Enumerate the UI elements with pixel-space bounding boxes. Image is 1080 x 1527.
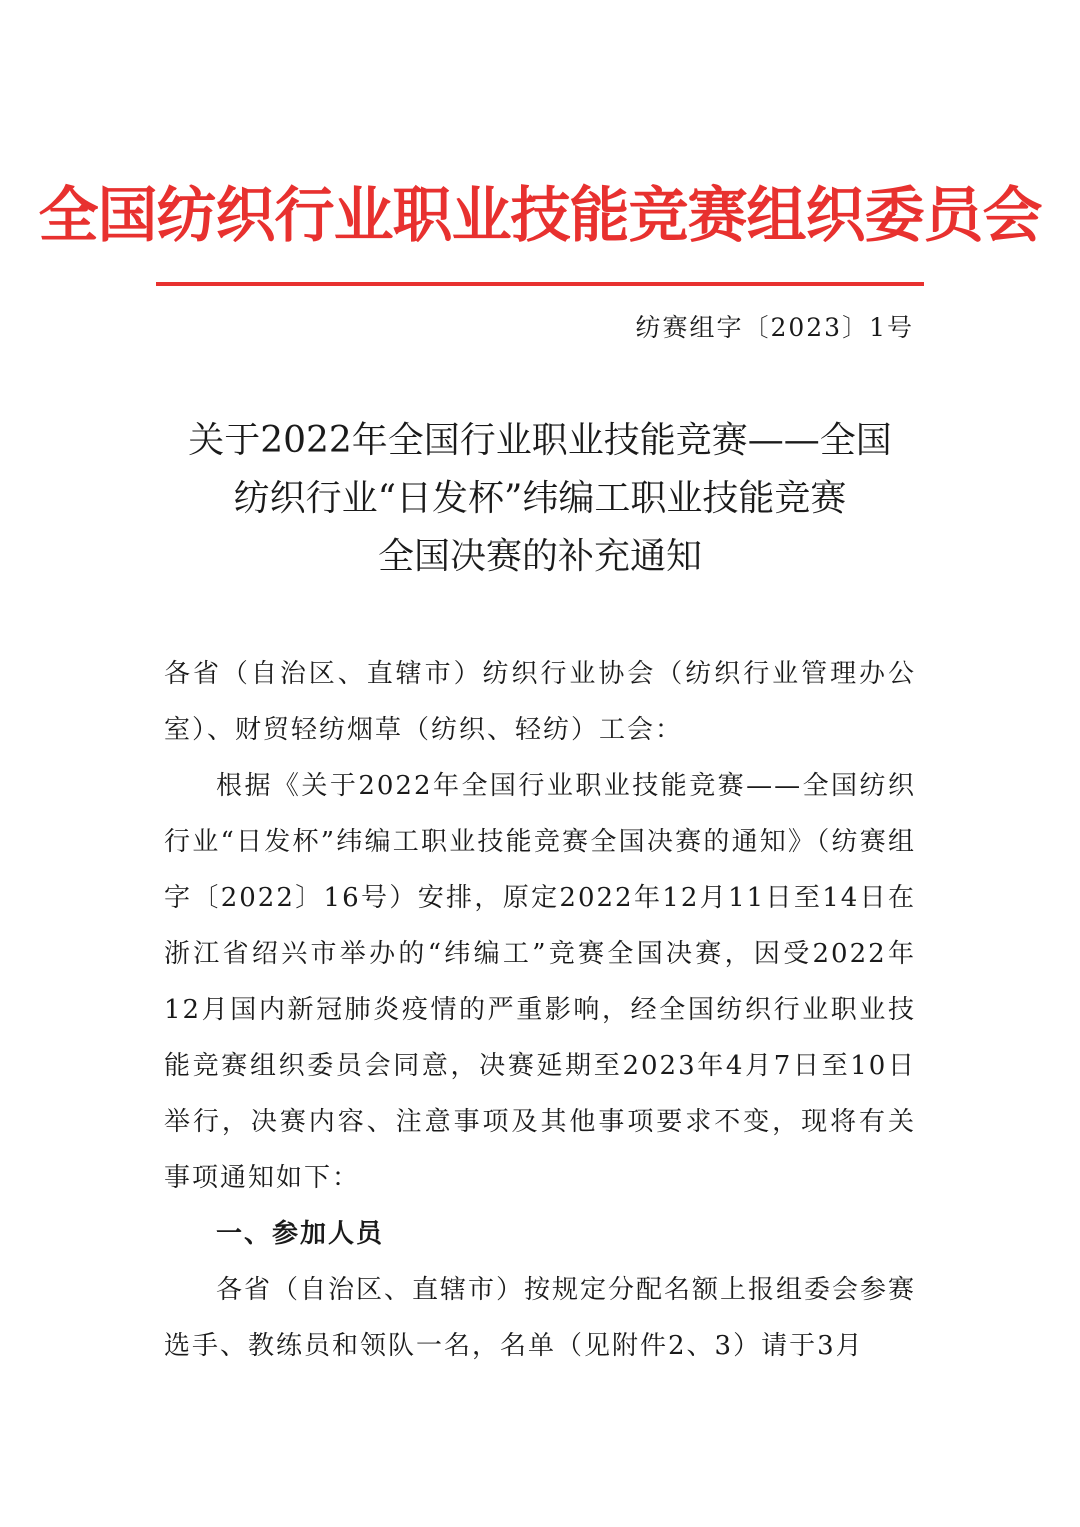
section-heading: 一、参加人员	[216, 1219, 385, 1249]
document-title-line: 全国决赛的补充通知	[377, 536, 702, 577]
document-title	[150, 412, 930, 586]
document-number: 纺赛组字〔2023〕1号	[635, 313, 914, 342]
body-paragraph: 各省（自治区、直辖市）按规定分配名额上报组委会参赛选手、教练员和领队一名，名单（见附件2、3）请于3月	[164, 1275, 917, 1361]
document-body	[164, 646, 916, 1374]
document-title-line: 纺织行业“日发杯”纬编工职业技能竞赛	[233, 478, 847, 519]
header-red-rule	[156, 282, 924, 286]
salutation: 各省（自治区、直辖市）纺织行业协会（纺织行业管理办公室）、财贸轻纺烟草（纺织、轻纺）工会：	[164, 659, 916, 745]
issuing-organization-header: 全国纺织行业职业技能竞赛组织委员会	[38, 181, 1042, 251]
document-title-line: 关于2022年全国行业职业技能竞赛——全国	[188, 420, 892, 461]
body-paragraph: 根据《关于2022年全国行业职业技能竞赛——全国纺织行业“日发杯”纬编工职业技能竞赛全国决赛的通知》（纺赛组字〔2022〕16号）安排，原定2022年12月11日至14日在浙江省绍兴市举办的“纬编工”竞赛全国决赛，因受2022年12月国内新冠肺炎疫情的严重影响，经全国纺织行业职业技能竞赛组织委员会同意，决赛延期至2023年4月7日至10日举行，决赛内容、注意事项及其他事项要求不变，现将有关事项通知如下：	[164, 771, 916, 1193]
